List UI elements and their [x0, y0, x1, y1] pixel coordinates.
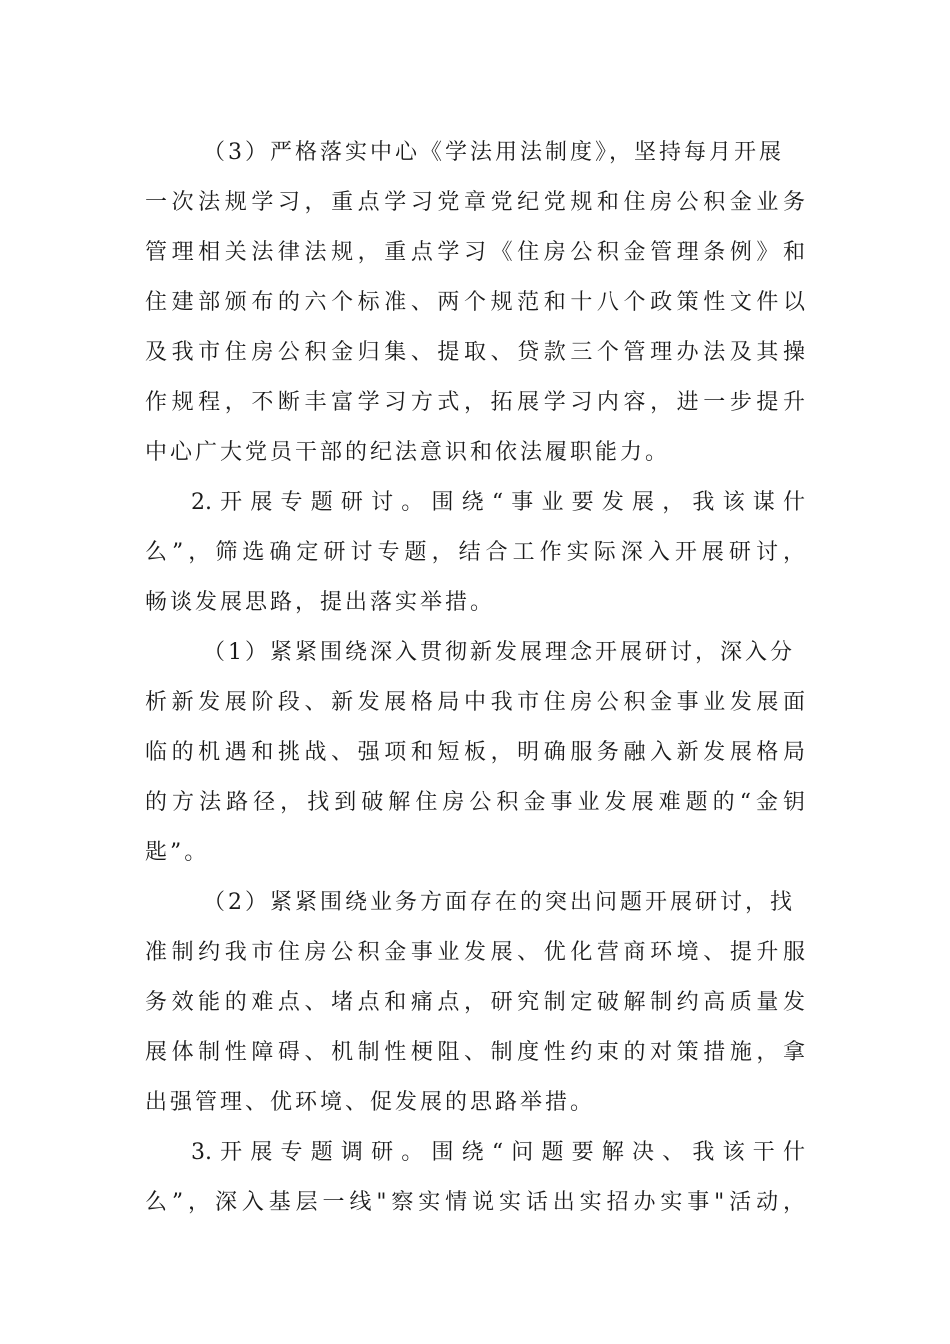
- text-line: 管理相关法律法规，重点学习《住房公积金管理条例》和: [145, 240, 805, 265]
- text-line: 匙”。: [145, 840, 210, 865]
- text-line: 的方法路径，找到破解住房公积金事业发展难题的“金钥: [145, 790, 805, 815]
- text-line: 准制约我市住房公积金事业发展、优化营商环境、提升服: [145, 940, 805, 965]
- text-line: 作规程，不断丰富学习方式，拓展学习内容，进一步提升: [145, 390, 805, 415]
- text-line: 展体制性障碍、机制性梗阻、制度性约束的对策措施，拿: [145, 1040, 805, 1065]
- text-line: 析新发展阶段、新发展格局中我市住房公积金事业发展面: [145, 690, 805, 715]
- text-line: 务效能的难点、堵点和痛点，研究制定破解制约高质量发: [145, 990, 805, 1015]
- text-line: 3.开展专题调研。围绕“问题要解决、我该干什: [191, 1140, 805, 1165]
- text-line: （1）紧紧围绕深入贯彻新发展理念开展研讨，深入分: [203, 640, 795, 665]
- text-line: 及我市住房公积金归集、提取、贷款三个管理办法及其操: [145, 340, 805, 365]
- text-line: 畅谈发展思路，提出落实举措。: [145, 590, 496, 615]
- text-line: 么”，深入基层一线"察实情说实话出实招办实事"活动，: [145, 1190, 805, 1215]
- text-line: 中心广大党员干部的纪法意识和依法履职能力。: [145, 440, 671, 465]
- text-line: 么”，筛选确定研讨专题，结合工作实际深入开展研讨，: [145, 540, 805, 565]
- text-line: 2.开展专题研讨。围绕“事业要发展，我该谋什: [191, 490, 805, 515]
- text-line: 临的机遇和挑战、强项和短板，明确服务融入新发展格局: [145, 740, 805, 765]
- text-line: （3）严格落实中心《学法用法制度》，坚持每月开展: [203, 140, 784, 165]
- text-line: 一次法规学习，重点学习党章党纪党规和住房公积金业务: [145, 190, 805, 215]
- text-line: 住建部颁布的六个标准、两个规范和十八个政策性文件以: [145, 290, 805, 315]
- text-line: （2）紧紧围绕业务方面存在的突出问题开展研讨，找: [203, 890, 795, 915]
- text-line: 出强管理、优环境、促发展的思路举措。: [145, 1090, 596, 1115]
- document-body: [145, 0, 805, 1344]
